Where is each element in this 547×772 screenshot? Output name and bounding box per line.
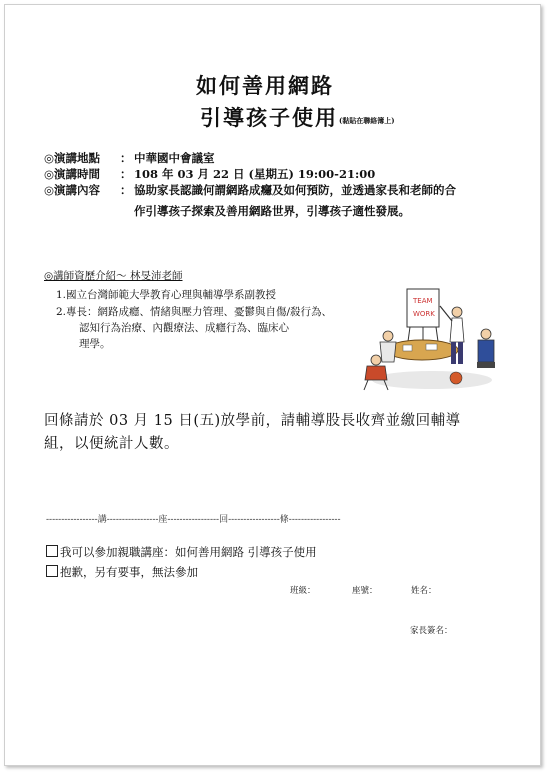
floor-shadow bbox=[372, 371, 492, 389]
attend-option[interactable] bbox=[46, 544, 317, 560]
time-label: ◎演講時間 bbox=[44, 167, 101, 181]
decline-option-label: 抱歉，另有要事，無法參加 bbox=[60, 565, 198, 579]
flipchart-text-2: WORK bbox=[413, 310, 435, 318]
title-note: (黏貼在聯絡簿上) bbox=[339, 116, 395, 125]
cat-figure bbox=[450, 372, 462, 384]
seat-label: 座號： bbox=[352, 586, 378, 596]
time-value: 108 年 03 月 22 日 (星期五) 19:00-21:00 bbox=[134, 167, 376, 181]
parent-signature-label: 家長簽名： bbox=[410, 626, 453, 636]
speaker-item-2-line-1: 2.專長：網路成癮、情緒與壓力管理、憂鬱與自傷/殺行為、 bbox=[56, 306, 333, 318]
content-colon: ： bbox=[120, 183, 132, 197]
location-colon: ： bbox=[120, 151, 132, 165]
location-label: ◎演講地點 bbox=[44, 151, 101, 165]
reply-slip-divider: -----------------講-----------------座-----------------回-----------------條----------------- bbox=[46, 515, 341, 525]
meeting-table bbox=[386, 340, 458, 360]
reply-line-2: 組，以便統計人數。 bbox=[44, 436, 179, 452]
person-right bbox=[478, 340, 494, 362]
event-time-row bbox=[44, 166, 375, 182]
time-colon: ： bbox=[120, 167, 132, 181]
content-label: ◎演講內容 bbox=[44, 183, 101, 197]
event-location-row bbox=[44, 150, 215, 166]
title-line-1: 如何善用網路 bbox=[196, 73, 334, 98]
decline-checkbox[interactable] bbox=[46, 565, 58, 577]
speaker-heading: ◎講師資歷介紹～ 林旻沛老師 bbox=[44, 270, 183, 282]
flipchart-board bbox=[407, 289, 439, 327]
presenter-head bbox=[452, 307, 462, 317]
reply-line-1: 回條請於 03 月 15 日(五)放學前，請輔導股長收齊並繳回輔導 bbox=[44, 413, 461, 429]
teamwork-illustration bbox=[360, 284, 502, 394]
flipchart-text-1: TEAM bbox=[413, 297, 433, 305]
event-content-row bbox=[44, 182, 456, 198]
attend-checkbox[interactable] bbox=[46, 545, 58, 557]
content-line-1: 協助家長認識何謂網路成癮及如何預防，並透過家長和老師的合 bbox=[134, 183, 456, 197]
decline-option[interactable] bbox=[46, 564, 198, 580]
speaker-item-1: 1.國立台灣師範大學教育心理與輔導學系副教授 bbox=[56, 289, 277, 301]
person-left bbox=[380, 342, 396, 362]
location-value: 中華國中會議室 bbox=[134, 151, 215, 165]
name-label: 姓名： bbox=[411, 586, 437, 596]
attend-option-label: 我可以參加親職講座：如何善用網路 引導孩子使用 bbox=[60, 545, 317, 559]
speaker-item-2-line-2: 認知行為治療、內觀療法、成癮行為、臨床心 bbox=[79, 322, 289, 334]
presenter-body bbox=[450, 318, 464, 342]
person-front-left bbox=[365, 366, 387, 380]
speaker-item-2-line-3: 理學。 bbox=[79, 338, 111, 350]
content-line-2: 作引導孩子探索及善用網路世界，引導孩子適性發展。 bbox=[134, 204, 410, 218]
title-line-2: 引導孩子使用 bbox=[200, 105, 338, 130]
class-label: 班級： bbox=[290, 586, 316, 596]
